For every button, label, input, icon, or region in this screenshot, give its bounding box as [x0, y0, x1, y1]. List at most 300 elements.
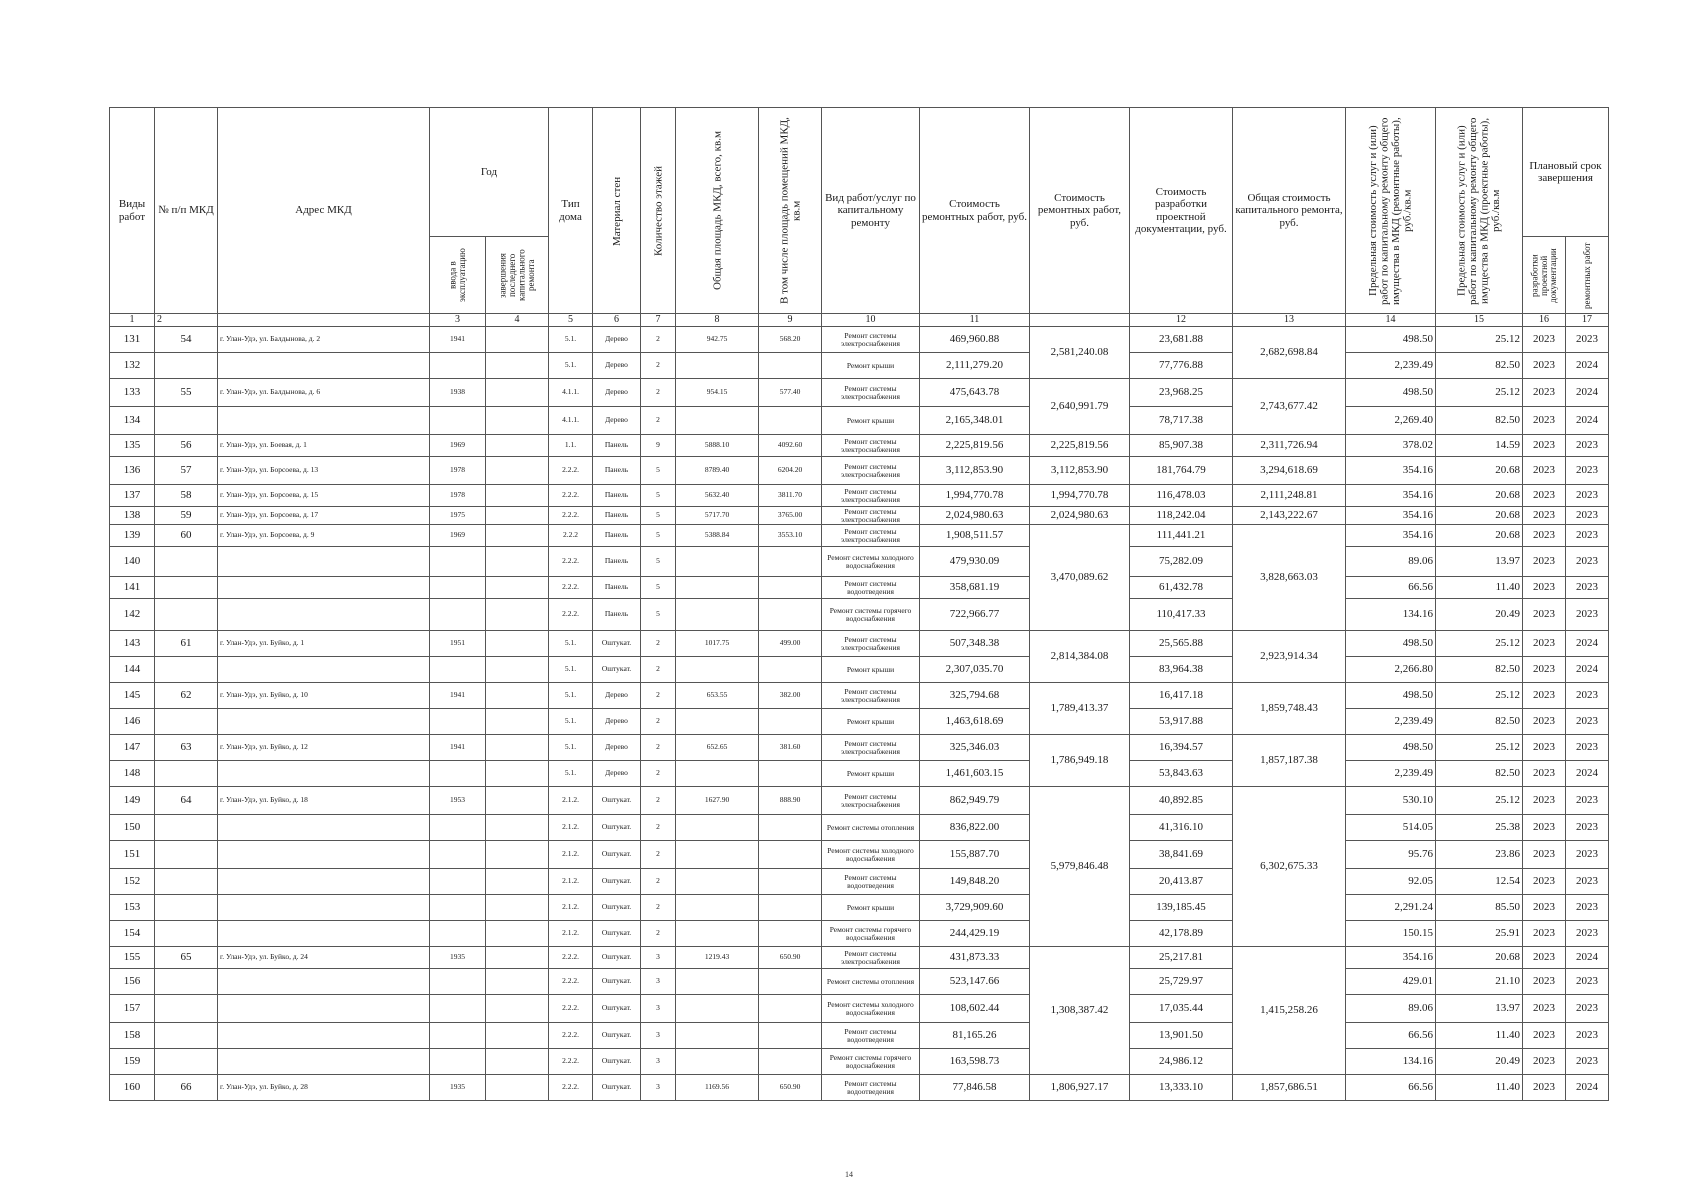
row-premises-area: [759, 869, 822, 895]
row-work-kind: Ремонт системы холодного водоснабжения: [822, 547, 920, 577]
row-total-area: 1219.43: [676, 947, 759, 969]
row-premises-area: 650.90: [759, 947, 822, 969]
row-limit-repair: 498.50: [1346, 631, 1436, 657]
row-repair-cost: 2,024,980.63: [920, 507, 1030, 525]
header-limit-design: Предельная стоимость услуг и (или) работ по капитальному ремонту общего имущества в МКД (проектные работы), руб./кв.м: [1436, 108, 1523, 314]
row-work-kind: Ремонт крыши: [822, 407, 920, 435]
row-house-type: 2.2.2.: [549, 577, 593, 599]
row-premises-area: [759, 815, 822, 841]
row-repair-cost: 1,994,770.78: [920, 485, 1030, 507]
row-floors: 9: [641, 435, 676, 457]
column-number-cell: 8: [676, 314, 759, 327]
row-total-area: 1627.90: [676, 787, 759, 815]
row-address: [218, 969, 430, 995]
row-design-cost: 38,841.69: [1130, 841, 1233, 869]
row-design-cost: 78,717.38: [1130, 407, 1233, 435]
row-house-number: [155, 761, 218, 787]
row-premises-area: [759, 657, 822, 683]
row-work-number: 148: [110, 761, 155, 787]
header-work-types: Виды работ: [110, 108, 155, 314]
row-address: [218, 577, 430, 599]
row-design-cost: 85,907.38: [1130, 435, 1233, 457]
row-design-cost: 24,986.12: [1130, 1049, 1233, 1075]
row-floors: 5: [641, 507, 676, 525]
row-total-area: [676, 761, 759, 787]
row-repair-cost: 2,225,819.56: [920, 435, 1030, 457]
row-year-commissioned: [430, 895, 486, 921]
row-year-commissioned: 1935: [430, 1075, 486, 1101]
header-house-number: № п/п МКД: [155, 108, 218, 314]
row-design-cost: 17,035.44: [1130, 995, 1233, 1023]
row-year-last-repair: [486, 969, 549, 995]
row-limit-design: 11.40: [1436, 1023, 1523, 1049]
row-deadline-design: 2023: [1523, 787, 1566, 815]
row-deadline-design: 2023: [1523, 379, 1566, 407]
row-year-last-repair: [486, 787, 549, 815]
group-repair-total: 1,789,413.37: [1030, 683, 1130, 735]
row-design-cost: 41,316.10: [1130, 815, 1233, 841]
table-row: [110, 683, 1609, 709]
row-repair-cost: 862,949.79: [920, 787, 1030, 815]
row-work-number: 140: [110, 547, 155, 577]
row-house-type: 2.2.2.: [549, 1023, 593, 1049]
row-work-kind: Ремонт системы электроснабжения: [822, 379, 920, 407]
column-number-cell: 3: [430, 314, 486, 327]
row-year-last-repair: [486, 599, 549, 631]
row-premises-area: 3553.10: [759, 525, 822, 547]
row-deadline-repair: 2024: [1566, 407, 1609, 435]
row-house-type: 5.1.: [549, 353, 593, 379]
row-deadline-design: 2023: [1523, 547, 1566, 577]
row-year-commissioned: [430, 599, 486, 631]
row-repair-cost: 2,111,279.20: [920, 353, 1030, 379]
row-premises-area: [759, 709, 822, 735]
row-design-cost: 83,964.38: [1130, 657, 1233, 683]
row-deadline-repair: 2023: [1566, 869, 1609, 895]
group-total-cost: 2,311,726.94: [1233, 435, 1346, 457]
row-floors: 2: [641, 657, 676, 683]
row-house-number: [155, 1049, 218, 1075]
row-work-kind: Ремонт системы электроснабжения: [822, 735, 920, 761]
row-floors: 3: [641, 1049, 676, 1075]
row-house-number: 55: [155, 379, 218, 407]
row-work-number: 142: [110, 599, 155, 631]
row-limit-design: 25.12: [1436, 683, 1523, 709]
row-work-number: 153: [110, 895, 155, 921]
row-year-commissioned: [430, 841, 486, 869]
row-work-number: 149: [110, 787, 155, 815]
row-floors: 2: [641, 407, 676, 435]
row-premises-area: 577.40: [759, 379, 822, 407]
row-work-number: 132: [110, 353, 155, 379]
row-design-cost: 16,394.57: [1130, 735, 1233, 761]
row-deadline-repair: 2023: [1566, 787, 1609, 815]
row-house-number: 60: [155, 525, 218, 547]
row-premises-area: [759, 353, 822, 379]
row-address: г. Улан-Удэ, ул. Борсоева, д. 15: [218, 485, 430, 507]
row-total-area: [676, 869, 759, 895]
row-total-area: [676, 921, 759, 947]
row-premises-area: [759, 1049, 822, 1075]
group-total-cost: 1,859,748.43: [1233, 683, 1346, 735]
row-wall-material: Оштукат.: [593, 1075, 641, 1101]
row-work-kind: Ремонт системы горячего водоснабжения: [822, 599, 920, 631]
row-limit-design: 85.50: [1436, 895, 1523, 921]
row-premises-area: 381.60: [759, 735, 822, 761]
row-repair-cost: 1,461,603.15: [920, 761, 1030, 787]
row-limit-repair: 66.56: [1346, 577, 1436, 599]
row-repair-cost: 431,873.33: [920, 947, 1030, 969]
row-premises-area: [759, 407, 822, 435]
row-house-number: [155, 921, 218, 947]
row-total-area: [676, 841, 759, 869]
row-limit-repair: 66.56: [1346, 1023, 1436, 1049]
row-house-type: 2.2.2.: [549, 1075, 593, 1101]
table-row: [110, 507, 1609, 525]
row-address: [218, 995, 430, 1023]
table-row: [110, 525, 1609, 547]
row-limit-repair: 354.16: [1346, 457, 1436, 485]
row-design-cost: 23,681.88: [1130, 327, 1233, 353]
row-limit-design: 11.40: [1436, 1075, 1523, 1101]
header-total-area: Общая площадь МКД, всего, кв.м: [676, 108, 759, 314]
row-work-kind: Ремонт системы холодного водоснабжения: [822, 841, 920, 869]
row-premises-area: 3765.00: [759, 507, 822, 525]
row-floors: 2: [641, 787, 676, 815]
row-house-number: [155, 577, 218, 599]
header-limit-repair: Предельная стоимость услуг и (или) работ по капитальному ремонту общего имущества в МКД (ремонтные работы), руб./кв.м: [1346, 108, 1436, 314]
row-floors: 2: [641, 683, 676, 709]
row-year-commissioned: [430, 815, 486, 841]
row-house-type: 2.2.2.: [549, 995, 593, 1023]
row-deadline-design: 2023: [1523, 657, 1566, 683]
row-deadline-design: 2023: [1523, 577, 1566, 599]
row-repair-cost: 479,930.09: [920, 547, 1030, 577]
row-design-cost: 110,417.33: [1130, 599, 1233, 631]
row-total-area: [676, 547, 759, 577]
row-wall-material: Оштукат.: [593, 947, 641, 969]
row-total-area: [676, 577, 759, 599]
column-number-cell: 15: [1436, 314, 1523, 327]
group-repair-total: 1,786,949.18: [1030, 735, 1130, 787]
row-year-commissioned: [430, 353, 486, 379]
row-work-kind: Ремонт системы водоотведения: [822, 577, 920, 599]
row-address: [218, 599, 430, 631]
row-limit-design: 25.12: [1436, 787, 1523, 815]
row-floors: 5: [641, 599, 676, 631]
header-total-cost: Общая стоимость капитального ремонта, руб.: [1233, 108, 1346, 314]
group-repair-total: 1,308,387.42: [1030, 947, 1130, 1075]
row-house-type: 2.2.2.: [549, 485, 593, 507]
row-floors: 2: [641, 327, 676, 353]
row-limit-repair: 498.50: [1346, 327, 1436, 353]
row-repair-cost: 722,966.77: [920, 599, 1030, 631]
row-year-commissioned: [430, 761, 486, 787]
table-row: [110, 995, 1609, 1023]
row-work-number: 136: [110, 457, 155, 485]
row-deadline-repair: 2023: [1566, 507, 1609, 525]
row-work-kind: Ремонт системы электроснабжения: [822, 327, 920, 353]
row-wall-material: Панель: [593, 485, 641, 507]
row-year-commissioned: 1969: [430, 435, 486, 457]
table-row: [110, 969, 1609, 995]
row-work-number: 133: [110, 379, 155, 407]
group-repair-total: 5,979,846.48: [1030, 787, 1130, 947]
row-year-commissioned: [430, 995, 486, 1023]
row-limit-repair: 2,291.24: [1346, 895, 1436, 921]
row-work-kind: Ремонт системы горячего водоснабжения: [822, 921, 920, 947]
table-row: [110, 815, 1609, 841]
header-repair-cost: Стоимость ремонтных работ, руб.: [920, 108, 1030, 314]
row-house-type: 5.1.: [549, 631, 593, 657]
row-limit-repair: 498.50: [1346, 379, 1436, 407]
row-house-type: 2.1.2.: [549, 921, 593, 947]
row-floors: 5: [641, 457, 676, 485]
row-year-last-repair: [486, 735, 549, 761]
row-house-number: [155, 599, 218, 631]
row-address: [218, 1023, 430, 1049]
row-premises-area: 499.00: [759, 631, 822, 657]
row-year-last-repair: [486, 507, 549, 525]
row-work-number: 144: [110, 657, 155, 683]
row-address: [218, 709, 430, 735]
row-deadline-repair: 2024: [1566, 353, 1609, 379]
table-row: [110, 577, 1609, 599]
header-planned-deadline: Плановый срок завершения: [1523, 108, 1609, 237]
row-house-number: [155, 353, 218, 379]
row-wall-material: Панель: [593, 547, 641, 577]
group-total-cost: 2,111,248.81: [1233, 485, 1346, 507]
row-limit-repair: 354.16: [1346, 507, 1436, 525]
row-floors: 2: [641, 921, 676, 947]
row-limit-design: 11.40: [1436, 577, 1523, 599]
row-floors: 5: [641, 547, 676, 577]
row-year-last-repair: [486, 547, 549, 577]
row-year-last-repair: [486, 457, 549, 485]
row-wall-material: Оштукат.: [593, 1049, 641, 1075]
header-wall-material: Материал стен: [593, 108, 641, 314]
table-row: [110, 631, 1609, 657]
column-number-cell: 12: [1130, 314, 1233, 327]
row-work-number: 152: [110, 869, 155, 895]
row-address: [218, 407, 430, 435]
row-premises-area: 4092.60: [759, 435, 822, 457]
row-total-area: [676, 969, 759, 995]
row-floors: 2: [641, 815, 676, 841]
row-year-last-repair: [486, 709, 549, 735]
row-deadline-design: 2023: [1523, 735, 1566, 761]
row-work-kind: Ремонт системы электроснабжения: [822, 485, 920, 507]
row-house-number: 66: [155, 1075, 218, 1101]
row-design-cost: 139,185.45: [1130, 895, 1233, 921]
row-limit-design: 20.68: [1436, 525, 1523, 547]
header-year-last-repair: завершения последнего капитального ремонта: [486, 237, 549, 314]
row-work-number: 145: [110, 683, 155, 709]
group-total-cost: 3,294,618.69: [1233, 457, 1346, 485]
column-number-cell: 1: [110, 314, 155, 327]
table-row: [110, 869, 1609, 895]
row-house-type: 2.2.2.: [549, 969, 593, 995]
row-deadline-design: 2023: [1523, 947, 1566, 969]
group-total-cost: 1,857,187.38: [1233, 735, 1346, 787]
row-year-commissioned: 1969: [430, 525, 486, 547]
row-total-area: [676, 353, 759, 379]
row-work-number: 150: [110, 815, 155, 841]
row-repair-cost: 1,463,618.69: [920, 709, 1030, 735]
row-design-cost: 111,441.21: [1130, 525, 1233, 547]
row-floors: 2: [641, 869, 676, 895]
row-limit-design: 25.12: [1436, 327, 1523, 353]
row-deadline-design: 2023: [1523, 507, 1566, 525]
row-design-cost: 61,432.78: [1130, 577, 1233, 599]
row-work-kind: Ремонт системы электроснабжения: [822, 631, 920, 657]
row-limit-design: 20.68: [1436, 485, 1523, 507]
row-deadline-repair: 2023: [1566, 457, 1609, 485]
row-premises-area: [759, 969, 822, 995]
row-address: г. Улан-Удэ, ул. Буйко, д. 28: [218, 1075, 430, 1101]
row-house-type: 2.1.2.: [549, 841, 593, 869]
row-wall-material: Оштукат.: [593, 995, 641, 1023]
row-total-area: [676, 599, 759, 631]
row-design-cost: 40,892.85: [1130, 787, 1233, 815]
row-year-last-repair: [486, 895, 549, 921]
row-wall-material: Дерево: [593, 735, 641, 761]
row-deadline-design: 2023: [1523, 1049, 1566, 1075]
row-limit-design: 23.86: [1436, 841, 1523, 869]
group-total-cost: 2,743,677.42: [1233, 379, 1346, 435]
row-work-number: 141: [110, 577, 155, 599]
row-deadline-design: 2023: [1523, 709, 1566, 735]
row-wall-material: Дерево: [593, 407, 641, 435]
row-year-commissioned: 1951: [430, 631, 486, 657]
row-house-number: [155, 657, 218, 683]
repair-program-table: [109, 107, 1609, 1101]
row-work-number: 155: [110, 947, 155, 969]
row-wall-material: Оштукат.: [593, 631, 641, 657]
row-address: г. Улан-Удэ, ул. Буйко, д. 1: [218, 631, 430, 657]
column-number-cell: [1030, 314, 1130, 327]
row-year-last-repair: [486, 1075, 549, 1101]
row-address: г. Улан-Удэ, ул. Борсоева, д. 9: [218, 525, 430, 547]
row-limit-design: 13.97: [1436, 547, 1523, 577]
row-premises-area: [759, 841, 822, 869]
row-limit-repair: 354.16: [1346, 525, 1436, 547]
row-house-type: 2.1.2.: [549, 815, 593, 841]
row-deadline-repair: 2024: [1566, 1075, 1609, 1101]
row-house-type: 5.1.: [549, 761, 593, 787]
row-year-commissioned: [430, 869, 486, 895]
row-house-type: 2.2.2.: [549, 1049, 593, 1075]
row-year-last-repair: [486, 407, 549, 435]
row-floors: 2: [641, 353, 676, 379]
row-address: [218, 547, 430, 577]
row-work-number: 151: [110, 841, 155, 869]
row-deadline-design: 2023: [1523, 353, 1566, 379]
table-row: [110, 327, 1609, 353]
row-address: г. Улан-Удэ, ул. Буйко, д. 12: [218, 735, 430, 761]
row-deadline-repair: 2023: [1566, 683, 1609, 709]
row-year-commissioned: [430, 547, 486, 577]
row-house-number: 59: [155, 507, 218, 525]
row-wall-material: Панель: [593, 577, 641, 599]
row-work-kind: Ремонт системы водоотведения: [822, 1023, 920, 1049]
group-total-cost: 6,302,675.33: [1233, 787, 1346, 947]
row-deadline-repair: 2023: [1566, 1023, 1609, 1049]
row-year-commissioned: 1941: [430, 735, 486, 761]
row-premises-area: [759, 921, 822, 947]
row-deadline-repair: 2023: [1566, 921, 1609, 947]
row-deadline-repair: 2023: [1566, 327, 1609, 353]
row-floors: 5: [641, 485, 676, 507]
row-house-number: 62: [155, 683, 218, 709]
row-total-area: [676, 1049, 759, 1075]
row-year-last-repair: [486, 841, 549, 869]
row-repair-cost: 2,307,035.70: [920, 657, 1030, 683]
row-wall-material: Оштукат.: [593, 895, 641, 921]
row-house-number: [155, 407, 218, 435]
row-limit-design: 25.38: [1436, 815, 1523, 841]
row-floors: 2: [641, 735, 676, 761]
row-house-type: 5.1.: [549, 683, 593, 709]
row-work-kind: Ремонт системы отопления: [822, 815, 920, 841]
row-total-area: 5717.70: [676, 507, 759, 525]
header-repair-cost-total: Стоимость ремонтных работ, руб.: [1030, 108, 1130, 314]
row-work-kind: Ремонт системы электроснабжения: [822, 457, 920, 485]
row-premises-area: [759, 995, 822, 1023]
row-limit-repair: 150.15: [1346, 921, 1436, 947]
row-wall-material: Оштукат.: [593, 869, 641, 895]
row-house-number: [155, 815, 218, 841]
row-house-type: 2.2.2: [549, 525, 593, 547]
row-year-commissioned: [430, 1049, 486, 1075]
column-number-cell: 4: [486, 314, 549, 327]
row-deadline-design: 2023: [1523, 995, 1566, 1023]
row-design-cost: 53,917.88: [1130, 709, 1233, 735]
row-total-area: 1017.75: [676, 631, 759, 657]
row-year-commissioned: 1941: [430, 683, 486, 709]
row-wall-material: Дерево: [593, 761, 641, 787]
column-number-cell: 16: [1523, 314, 1566, 327]
row-premises-area: 6204.20: [759, 457, 822, 485]
row-work-number: 154: [110, 921, 155, 947]
row-limit-repair: 92.05: [1346, 869, 1436, 895]
row-year-last-repair: [486, 353, 549, 379]
row-deadline-repair: 2023: [1566, 485, 1609, 507]
table-row: [110, 379, 1609, 407]
row-wall-material: Оштукат.: [593, 1023, 641, 1049]
column-number-cell: 2: [155, 314, 218, 327]
row-repair-cost: 507,348.38: [920, 631, 1030, 657]
table-row: [110, 599, 1609, 631]
row-limit-design: 25.12: [1436, 631, 1523, 657]
row-year-last-repair: [486, 657, 549, 683]
table-row: [110, 947, 1609, 969]
row-deadline-repair: 2023: [1566, 841, 1609, 869]
row-deadline-design: 2023: [1523, 525, 1566, 547]
row-work-number: 156: [110, 969, 155, 995]
row-work-kind: Ремонт системы горячего водоснабжения: [822, 1049, 920, 1075]
header-year: Год: [430, 108, 549, 237]
row-house-type: 2.2.2.: [549, 547, 593, 577]
row-house-number: 54: [155, 327, 218, 353]
row-design-cost: 53,843.63: [1130, 761, 1233, 787]
column-number-cell: 17: [1566, 314, 1609, 327]
row-design-cost: 20,413.87: [1130, 869, 1233, 895]
table-row: [110, 1049, 1609, 1075]
row-address: [218, 1049, 430, 1075]
row-address: г. Улан-Удэ, ул. Борсоева, д. 13: [218, 457, 430, 485]
row-year-last-repair: [486, 379, 549, 407]
